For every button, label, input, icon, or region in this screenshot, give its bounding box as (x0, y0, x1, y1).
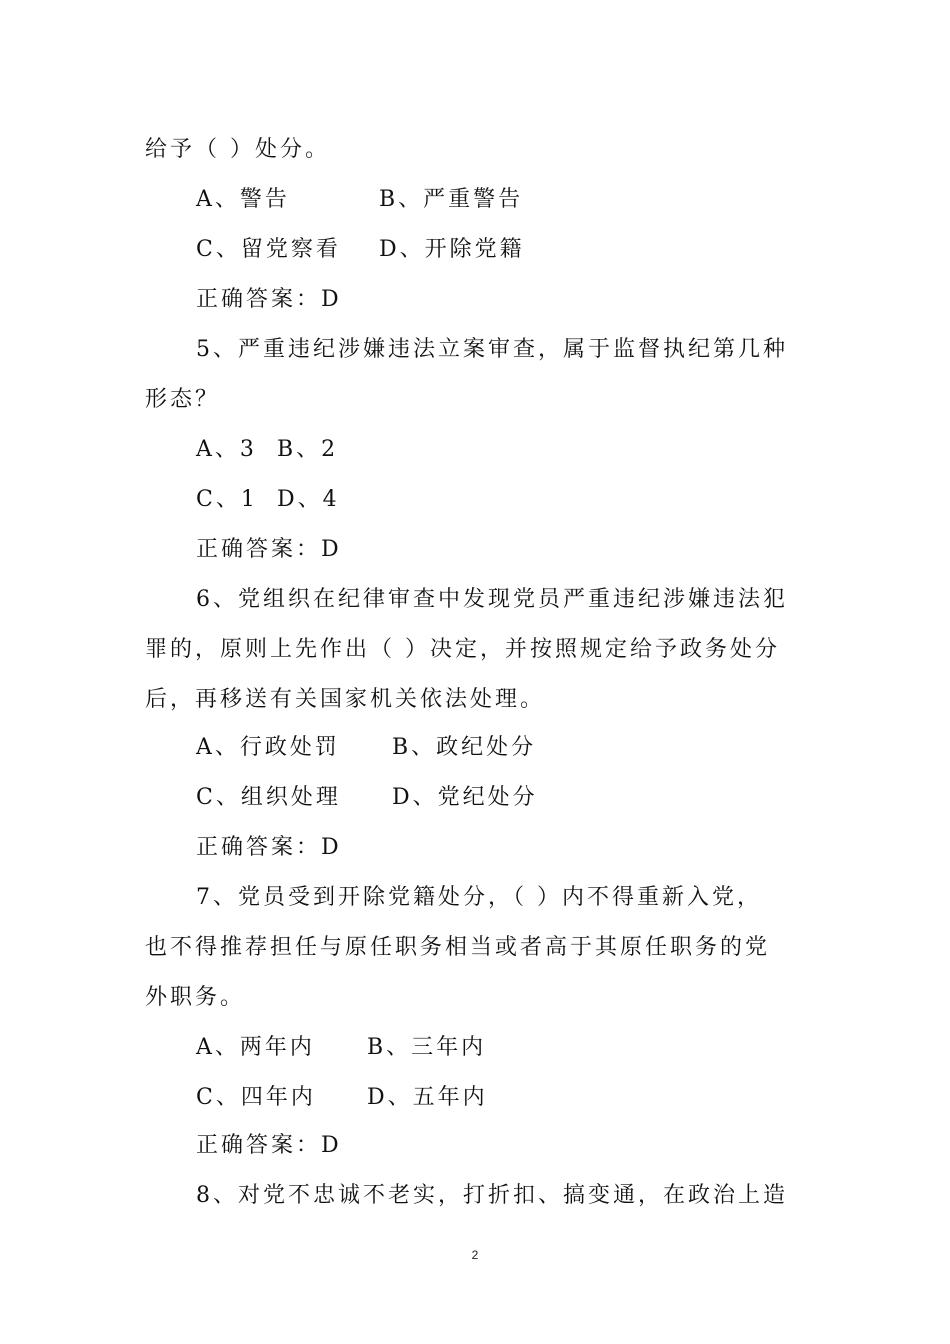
option-c: C、组织处理 (196, 785, 341, 810)
question-line: 外职务。 (145, 985, 246, 1010)
page-number: 2 (471, 1248, 479, 1262)
option-row (196, 783, 816, 813)
answer-line: 正确答案：D (196, 287, 342, 312)
option-b: B、三年内 (367, 1035, 487, 1060)
question-line: 罪的，原则上先作出（ ）决定，并按照规定给予政务处分 (145, 637, 780, 662)
option-a: A、警告 (196, 187, 290, 212)
answer-line: 正确答案：D (196, 835, 342, 860)
option-b: B、政纪处分 (392, 735, 537, 760)
option-row (196, 185, 816, 215)
question-line: 6、党组织在纪律审查中发现党员严重违纪涉嫌违法犯 (196, 587, 788, 612)
question-line: 5、严重违纪涉嫌违法立案审查，属于监督执纪第几种 (196, 337, 788, 362)
option-row (196, 1033, 816, 1063)
option-b: B、严重警告 (379, 187, 524, 212)
question-line: 8、对党不忠诚不老实，打折扣、搞变通，在政治上造 (196, 1183, 788, 1208)
question-line: 也不得推荐担任与原任职务相当或者高于其原任职务的党 (145, 935, 771, 960)
option-c: C、1 (196, 487, 258, 512)
option-a: A、行政处罚 (196, 735, 340, 760)
option-row (196, 485, 816, 515)
option-row (196, 733, 816, 763)
question-line: 形态？ (145, 387, 221, 412)
option-a: A、3 (196, 437, 257, 462)
option-row (196, 435, 816, 465)
text-line: 给予（ ）处分。 (145, 137, 330, 162)
option-c: C、四年内 (196, 1085, 316, 1110)
option-b: B、2 (277, 437, 339, 462)
option-d: D、党纪处分 (392, 785, 538, 810)
question-line: 后，再移送有关国家机关依法处理。 (145, 687, 546, 712)
option-row (196, 1083, 816, 1113)
option-a: A、两年内 (196, 1035, 315, 1060)
option-c: C、留党察看 (196, 237, 341, 262)
option-row (196, 235, 816, 265)
option-d: D、五年内 (367, 1085, 488, 1110)
answer-line: 正确答案：D (196, 1133, 342, 1158)
answer-line: 正确答案：D (196, 537, 342, 562)
option-d: D、开除党籍 (379, 237, 525, 262)
option-d: D、4 (277, 487, 340, 512)
question-line: 7、党员受到开除党籍处分，（ ）内不得重新入党， (196, 885, 762, 910)
